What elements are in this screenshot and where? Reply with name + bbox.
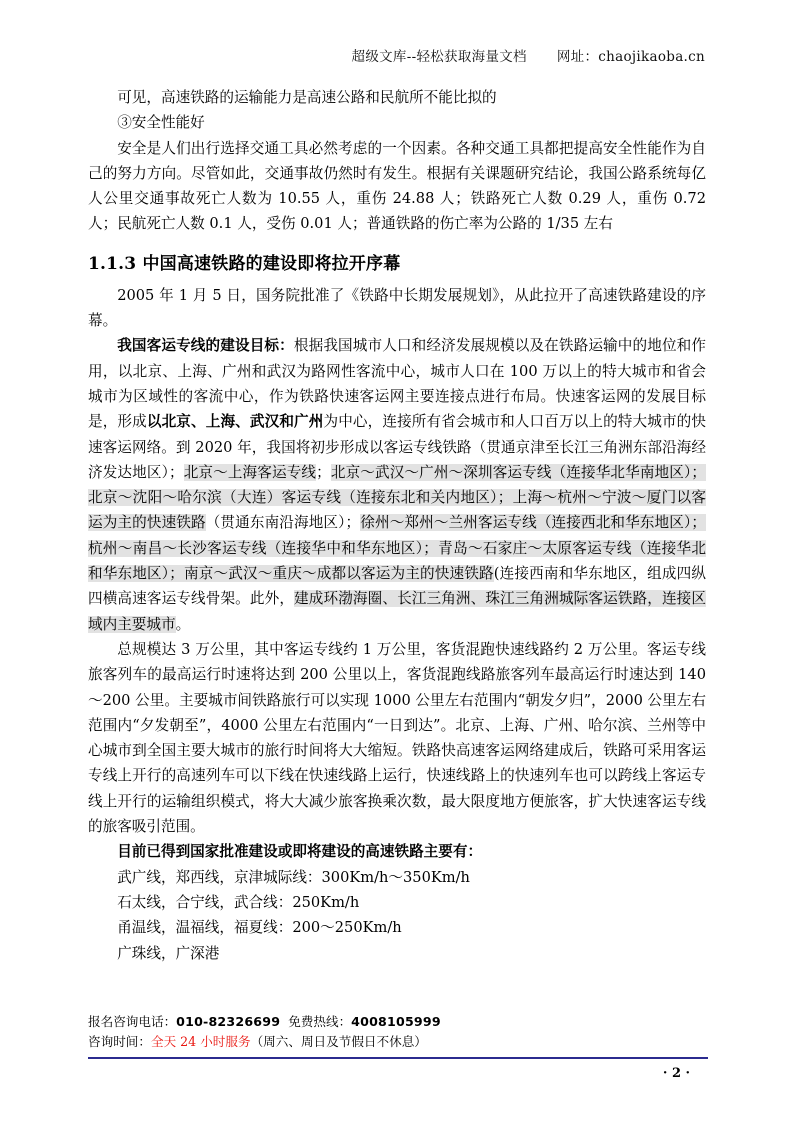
paragraph-scale-and-speed: 总规模达 3 万公里，其中客运专线约 1 万公里，客货混跑快速线路约 2 万公里。客运专线旅客列车的最高运行时速将达到 200 公里以上，客货混跑线路旅客列车最高运行时速达到 140～200 公里。主要城市间铁路旅行可以实现 1000 公里左右范围内“朝发夕归”，2000 公里左右范围内“夕发朝至”，4000 公里左右范围内“一日到达”。北京、上海、广州、哈尔滨、兰州等中心城市到全国主要大城市的旅行时间将大大缩短。铁路快高速客运网络建成后，铁路可采用客运专线上开行的高速列车可以下线在快速线路上运行，快速线路上的快速列车也可以跨线上客运专线上开行的运输组织模式，将大大减少旅客换乘次数，最大限度地方便旅客，扩大快速客运专线的旅客吸引范围。 — [88, 640, 706, 836]
footer-time-highlight: 全天 24 小时服务 — [150, 1033, 251, 1049]
highlight-lines-group-2: 北京～武汉～广州～深圳客运专线（连接华北华南地区）；北京～沈阳～哈尔滨（大连）客运专线（连接东北和关内地区）；上海～杭州～宁波～厦门以客运为主的快速铁路 — [88, 463, 706, 532]
page-footer — [88, 1012, 708, 1051]
list-item: 武广线，郑西线，京津城际线：300Km/h～350Km/h — [117, 868, 470, 886]
goals-bold-cities: 以北京、上海、武汉和广州 — [146, 413, 324, 431]
footer-time-rest: （周六、周日及节假日不休息） — [250, 1033, 427, 1049]
goals-text-d: (连接西南和华东地区，组成四纵四横高速客运专线骨架。此外， — [88, 565, 706, 608]
footer-phone-number: 010-82326699 — [176, 1014, 281, 1029]
footer-phone-label: 报名咨询电话： — [88, 1014, 177, 1029]
header-title: 超级文库--轻松获取海量文档 — [351, 49, 527, 65]
goals-text-a: 根据我国城市人口和经济发展规模以及在铁路运输中的地位和作用，以北京、上海、广州和武汉为路网性客流中心，城市人口在 100 万以上的特大城市和省会城市为区域性的客流中心，作为铁路快速客运网主要连接点进行布局。快速客运网的发展目标是，形成 — [88, 337, 706, 431]
section-heading-number: 1.1.3 — [88, 253, 137, 274]
header-url-label: 网址： — [556, 49, 599, 65]
section-heading-text: 中国高速铁路的建设即将拉开序幕 — [142, 253, 401, 274]
highlight-lines-group-3: 徐州～郑州～兰州客运专线（连接西北和华东地区）；杭州～南昌～长沙客运专线（连接华中和华东地区）；青岛～石家庄～太原客运专线（连接华北和华东地区）；南京～武汉～重庆～成都以客运为主的快速铁路 — [88, 514, 706, 583]
paragraph-safety-stats: 安全是人们出行选择交通工具必然考虑的一个因素。各种交通工具都把提高安全性能作为自己的努力方向。尽管如此，交通事故仍然时有发生。根据有关课题研究结论，我国公路系统每亿人公里交通事故死亡人数为 10.55 人，重伤 24.88 人；铁路死亡人数 0.29 人，重伤 0.72 人；民航死亡人数 0.1 人，受伤 0.01 人；普通铁路的伤亡率为公路的 1/35 左右 — [88, 139, 706, 233]
list-item: 广珠线，广深港 — [117, 944, 220, 962]
footer-time-label: 咨询时间： — [88, 1033, 151, 1049]
paragraph-2005-plan: 2005 年 1 月 5 日，国务院批准了《铁路中长期发展规划》，从此拉开了高速铁路建设的序幕。 — [88, 286, 706, 330]
goals-text-e: 。 — [175, 615, 191, 633]
header-url: chaojikaoba.cn — [598, 49, 705, 65]
paragraph-safety-heading: ③安全性能好 — [117, 114, 205, 132]
footer-hotline-number: 4008105999 — [351, 1014, 441, 1029]
footer-hours-line — [88, 1032, 708, 1052]
paragraph-conclusion: 可见，高速铁路的运输能力是高速公路和民航所不能比拟的 — [117, 89, 497, 106]
goals-text-mid: （贯通东南沿海地区）； — [205, 514, 361, 532]
page-number: · 2 · — [662, 1066, 691, 1081]
approved-lines-list — [88, 865, 706, 966]
section-heading-113 — [88, 251, 706, 277]
highlight-intercity-rail: 建成环渤海圈、长江三角洲、珠江三角洲城际客运铁路，连接区域内主要城市 — [88, 590, 706, 633]
page-header — [0, 45, 793, 65]
document-body — [88, 85, 706, 966]
footer-divider — [88, 1057, 708, 1059]
goals-bold-lead: 我国客运专线的建设目标： — [117, 337, 294, 355]
goals-text-c: 为中心，连接所有省会城市和人口百万以上的特大城市的快速客运网络。到 2020 年，我国将初步形成以客运专线铁路（贯通京津至长江三角洲东部沿海经济发达地区）； — [88, 413, 706, 481]
goals-separator-1: ； — [316, 463, 331, 481]
approved-lines-heading: 目前已得到国家批准建设或即将建设的高速铁路主要有： — [117, 843, 483, 861]
paragraph-construction-goals — [88, 333, 706, 637]
highlight-line-beijing-shanghai: 北京～上海客运专线 — [183, 463, 317, 481]
footer-hotline-label: 免费热线： — [288, 1014, 352, 1029]
list-item: 石太线，合宁线，武合线：250Km/h — [117, 893, 360, 911]
list-item: 甬温线，温福线，福夏线：200～250Km/h — [117, 919, 402, 937]
footer-contact-line — [88, 1012, 708, 1032]
